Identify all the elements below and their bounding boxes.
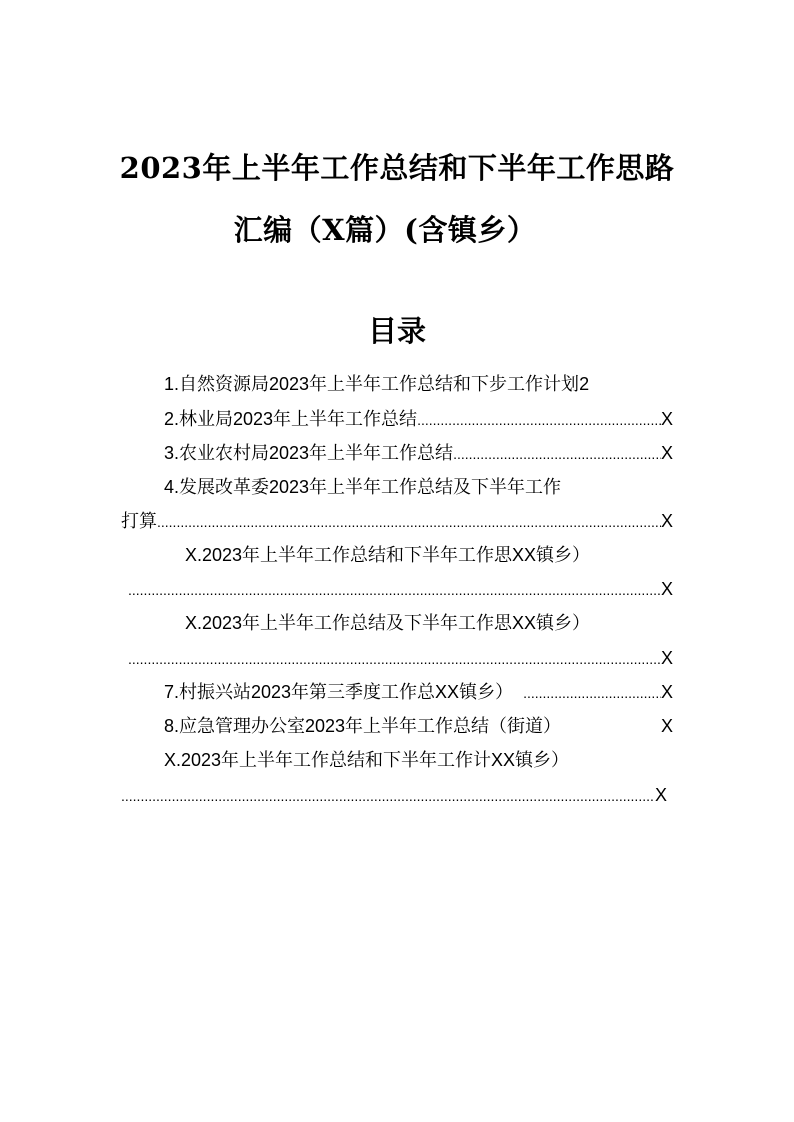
toc-entry-text: 8.应急管理办公室2023年上半年工作总结（街道） xyxy=(164,716,562,736)
toc-leader-dots xyxy=(417,405,661,435)
toc-entry-6-leader[interactable] xyxy=(128,643,673,673)
toc-entry-text: X.2023年上半年工作总结和下半年工作思XX镇乡） xyxy=(185,545,591,565)
toc-heading: 目录 xyxy=(367,314,426,348)
toc-entry-page: X xyxy=(660,716,673,736)
toc-entry-8[interactable] xyxy=(164,711,673,741)
toc-entry-4-line-1[interactable] xyxy=(164,472,673,502)
toc-entry-9-leader[interactable] xyxy=(121,780,667,810)
toc-leader-dots xyxy=(128,575,661,605)
toc-entry-1[interactable] xyxy=(164,369,673,399)
toc-entry-page: X xyxy=(660,648,673,668)
toc-entry-text: 4.发展改革委2023年上半年工作总结及下半年工作 xyxy=(164,477,562,497)
toc-leader-dots xyxy=(128,644,661,674)
document-title-line-2: 汇编（X篇）(含镇乡） xyxy=(233,213,537,247)
toc-entry-page: X xyxy=(654,785,667,805)
toc-entry-page: X xyxy=(660,443,673,463)
toc-entry-text: 1.自然资源局2023年上半年工作总结和下步工作计划 xyxy=(164,374,580,394)
toc-entry-6[interactable] xyxy=(185,608,673,638)
toc-entry-page: X xyxy=(660,682,673,702)
toc-leader-dots xyxy=(121,781,655,811)
toc-entry-9[interactable] xyxy=(164,745,673,775)
toc-entry-page: X xyxy=(660,579,673,599)
toc-entry-4-line-2[interactable] xyxy=(121,506,673,536)
toc-entry-text: 3.农业农村局2023年上半年工作总结 xyxy=(164,443,454,463)
toc-entry-5[interactable] xyxy=(185,540,673,570)
toc-entry-5-leader[interactable] xyxy=(128,574,673,604)
toc-entry-text: X.2023年上半年工作总结及下半年工作思XX镇乡） xyxy=(185,613,591,633)
toc-leader-dots xyxy=(453,439,661,469)
toc-leader-dots xyxy=(523,678,661,708)
toc-entry-text: X.2023年上半年工作总结和下半年工作计XX镇乡） xyxy=(164,750,570,770)
toc-entry-text: 7.村振兴站2023年第三季度工作总XX镇乡） xyxy=(164,682,514,702)
document-title-line-1: 2023年上半年工作总结和下半年工作思路 xyxy=(119,151,675,185)
toc-entry-7[interactable] xyxy=(164,677,673,707)
toc-entry-3[interactable] xyxy=(164,438,673,468)
toc-entry-page: 2 xyxy=(579,374,590,394)
toc-entry-2[interactable] xyxy=(164,404,673,434)
toc-entry-page: X xyxy=(660,511,673,531)
toc-entry-text: 打算 xyxy=(121,511,157,531)
toc-entry-page: X xyxy=(660,409,673,429)
toc-entry-text: 2.林业局2023年上半年工作总结 xyxy=(164,409,418,429)
toc-leader-dots xyxy=(157,507,661,537)
